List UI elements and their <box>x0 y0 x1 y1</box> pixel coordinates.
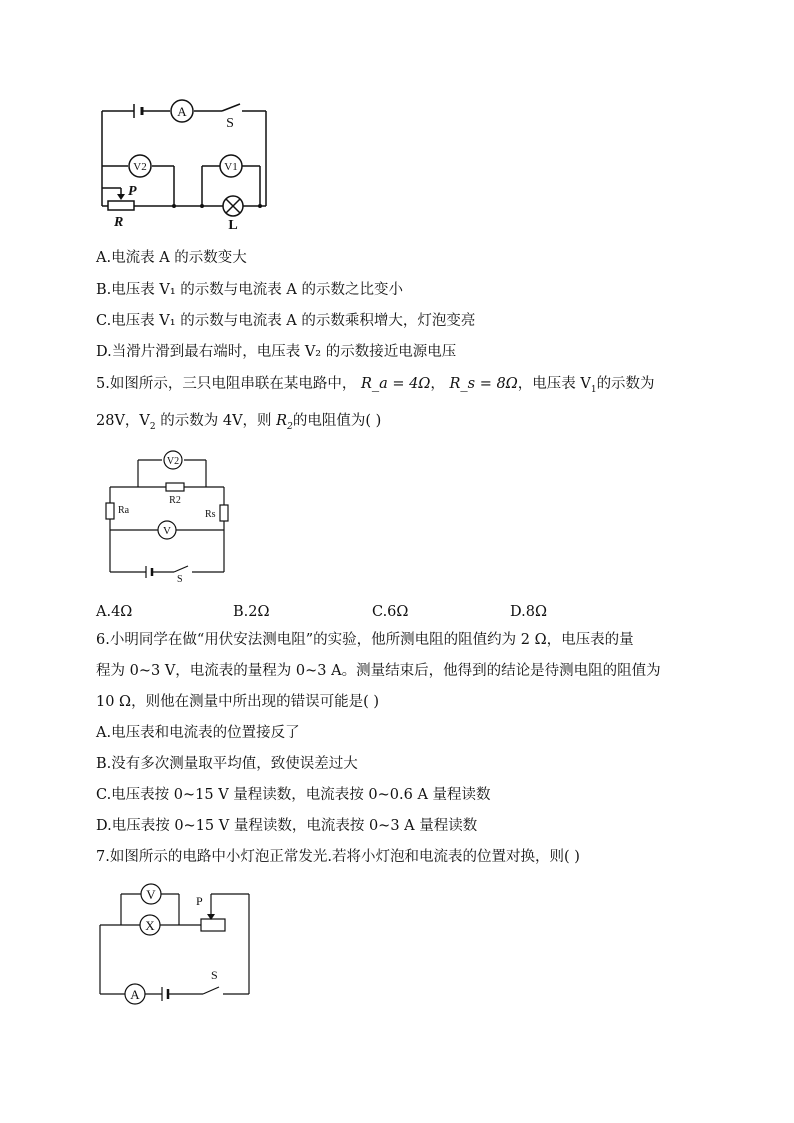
q7-switch-label: S <box>211 968 218 982</box>
q5-option-d: D.8Ω <box>510 604 547 620</box>
q7-lamp-label: X <box>145 918 155 933</box>
q6-option-c: C.电压表按 0~15 V 量程读数，电流表按 0~0.6 A 量程读数 <box>96 787 491 803</box>
q5-rs-value: R_s = 8Ω <box>449 376 518 392</box>
q5-rs-label: Rs <box>205 509 216 520</box>
q5-stem-text-4: 28V，V <box>96 413 150 429</box>
q7-circuit-diagram <box>95 878 260 1010</box>
q4-option-b: B.电压表 V₁ 的示数与电流表 A 的示数之比变小 <box>96 282 403 298</box>
q5-ra-label: Ra <box>118 505 130 516</box>
q5-switch-label: S <box>177 574 183 582</box>
q5-stem-text: 5.如图所示，三只电阻串联在某电路中， <box>96 376 357 392</box>
q7-slider-label: P <box>196 894 203 908</box>
q6-stem-line-1: 6.小明同学在做“用伏安法测电阻”的实验，他所测电阻的阻值约为 2 Ω，电压表的量 <box>96 632 634 648</box>
q4-switch-label: S <box>226 116 234 131</box>
q5-stem-line-1: 5.如图所示，三只电阻串联在某电路中， R_a = 4Ω， R_s = 8Ω，电压表 $V_1$的示数为 <box>96 376 655 395</box>
q6-option-b: B.没有多次测量取平均值，致使误差过大 <box>96 756 358 772</box>
q5-stem-line-2: 28V，$V_2$ 的示数为 4V，则 $R_2$的电阻值为( ) <box>96 413 382 432</box>
q7-ammeter-label: A <box>130 987 140 1002</box>
q6-stem-line-2: 程为 0~3 V，电流表的量程为 0~3 A。测量结束后，他得到的结论是待测电阻的阻值为 <box>96 663 661 679</box>
q4-circuit-diagram <box>90 95 280 235</box>
q5-stem-text-2: ，电压表 V <box>517 376 591 392</box>
q6-stem-line-3: 10 Ω，则他在测量中所出现的错误可能是( ) <box>96 694 380 710</box>
q5-stem-text-3: 的示数为 <box>596 376 655 392</box>
q5-ra-value: R_a = 4Ω <box>360 376 431 392</box>
q5-r2-label: R2 <box>169 495 181 506</box>
q5-v-label: V <box>163 525 171 537</box>
q7-stem: 7.如图所示的电路中小灯泡正常发光.若将小灯泡和电流表的位置对换，则( ) <box>96 849 580 865</box>
q5-v2-label: V2 <box>166 456 180 467</box>
q4-v2-label: V2 <box>133 161 147 173</box>
q4-option-d: D.当滑片滑到最右端时，电压表 V₂ 的示数接近电源电压 <box>96 344 457 360</box>
q5-option-c: C.6Ω <box>372 604 409 620</box>
q4-option-a: A.电流表 A 的示数变大 <box>96 250 247 266</box>
q7-v-label: V <box>146 887 156 902</box>
q4-v1-label: V1 <box>224 161 238 173</box>
q6-option-d: D.电压表按 0~15 V 量程读数，电流表按 0~3 A 量程读数 <box>96 818 478 834</box>
q4-lamp-label: L <box>228 218 238 233</box>
q6-option-a: A.电压表和电流表的位置接反了 <box>96 725 300 741</box>
q5-stem-text-6: 的电阻值为( ) <box>292 413 382 429</box>
q4-slider-label: P <box>128 184 137 199</box>
q5-r2-symbol: $R_2$ <box>276 413 293 432</box>
q5-stem-text-5: 的示数为 4V，则 <box>160 413 272 429</box>
q4-rheostat-label: R <box>114 215 124 230</box>
q4-option-c: C.电压表 V₁ 的示数与电流表 A 的示数乘积增大，灯泡变亮 <box>96 313 476 329</box>
q5-option-b: B.2Ω <box>233 604 270 620</box>
q4-ammeter-label: A <box>177 104 187 119</box>
q5-circuit-diagram <box>100 447 235 582</box>
q5-option-a: A.4Ω <box>96 604 133 620</box>
